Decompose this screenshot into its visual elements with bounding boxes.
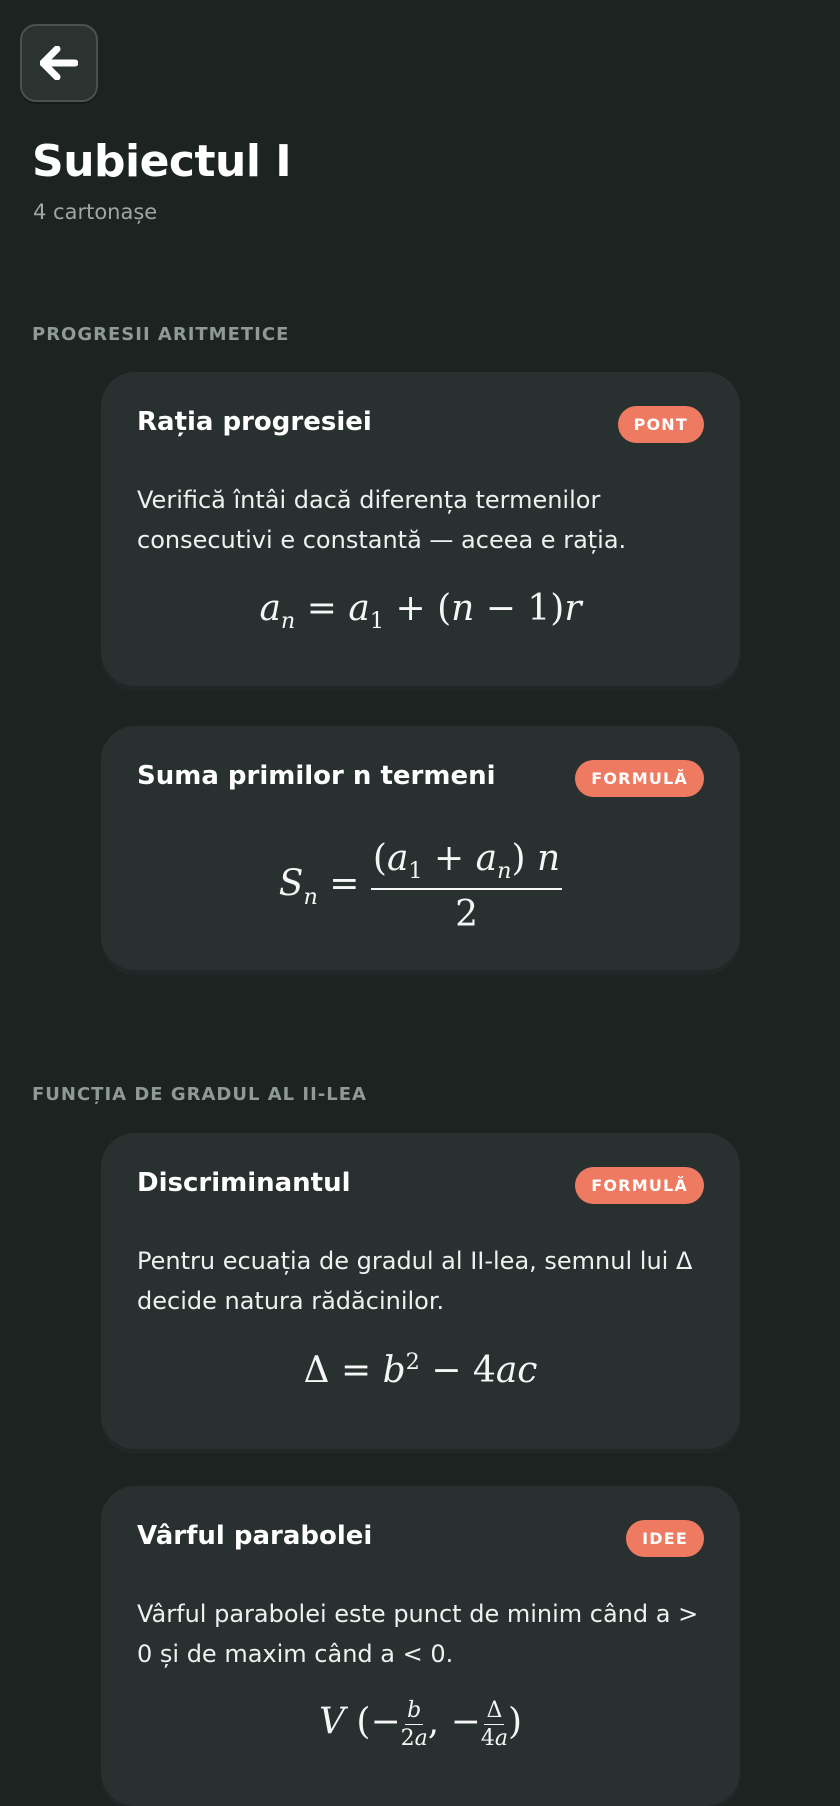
card-count: 4 cartonașe: [33, 200, 158, 224]
section-header-functia: FUNCȚIA DE GRADUL AL II-LEA: [32, 1084, 367, 1105]
flashcard-ratia[interactable]: [101, 372, 740, 686]
card-title: Rația progresiei: [137, 407, 372, 437]
flashcard-discriminant[interactable]: [101, 1133, 740, 1449]
card-title: Vârful parabolei: [137, 1521, 373, 1551]
tag-badge: FORMULĂ: [575, 1167, 704, 1204]
formula: $\Delta = b^2 - 4ac$: [303, 1349, 538, 1391]
card-title: Discriminantul: [137, 1168, 351, 1198]
arrow-left-icon: [40, 46, 78, 80]
formula: $a_n = a_1 + (n - 1)r$: [259, 588, 582, 635]
card-text: Pentru ecuația de gradul al II-lea, semnul lui Δ decide natura rădăcinilor.: [137, 1247, 693, 1315]
back-button[interactable]: [20, 24, 98, 102]
formula: $S_n$ = $\frac{(a_1 + a_n) n}{2}$: [278, 838, 561, 936]
card-text: Verifică întâi dacă diferența termenilor consecutivi e constantă — aceea e rația.: [137, 486, 627, 554]
flashcard-suma[interactable]: [101, 726, 740, 970]
section-header-progresii: PROGRESII ARITMETICE: [32, 324, 290, 345]
page-title: Subiectul I: [32, 136, 292, 187]
tag-badge: FORMULĂ: [575, 760, 704, 797]
tag-badge: PONT: [618, 406, 704, 443]
flashcard-varful[interactable]: [101, 1486, 740, 1806]
formula: V (− $\frac{b}{2a}$ , − $\frac{\Delta}{4a}$ ): [318, 1698, 522, 1751]
card-text: Vârful parabolei este punct de minim când a > 0 și de maxim când a < 0.: [137, 1600, 699, 1668]
tag-badge: IDEE: [626, 1520, 704, 1557]
card-title: Suma primilor n termeni: [137, 761, 496, 791]
